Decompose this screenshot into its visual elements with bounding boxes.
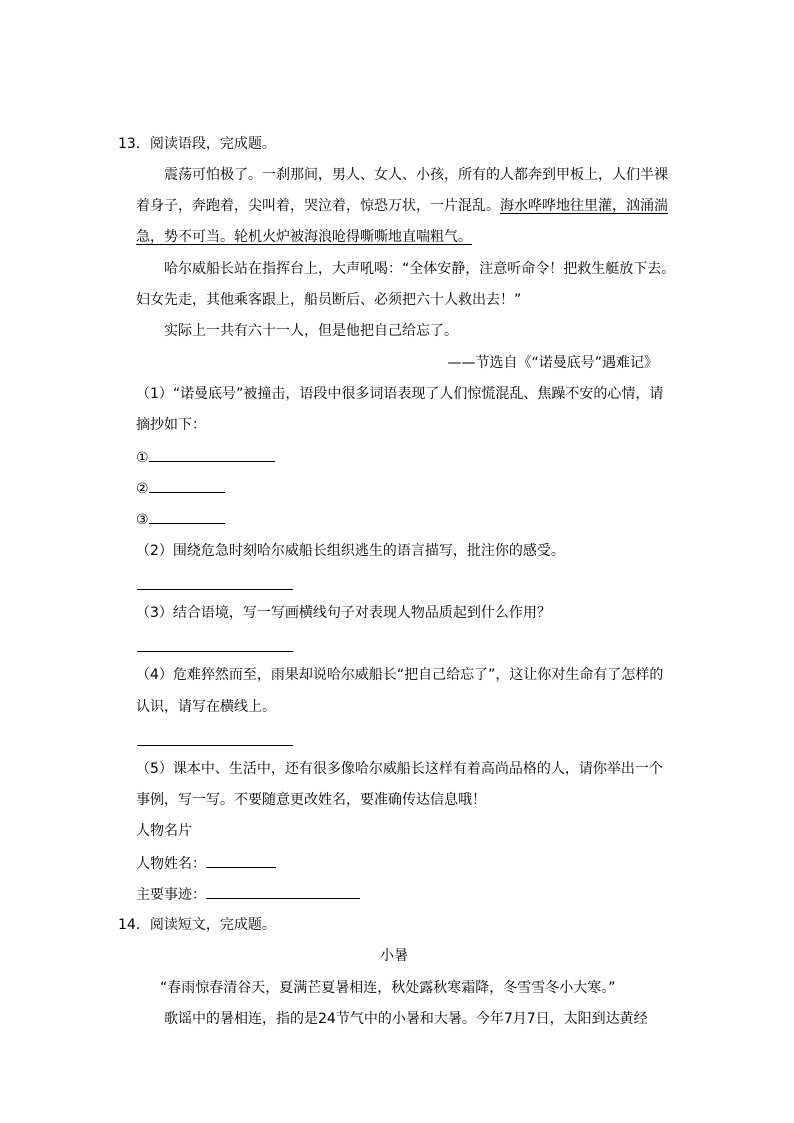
- name-answer-line[interactable]: [206, 853, 276, 868]
- q13-sub4-line1: （4）危难猝然而至，雨果却说哈尔威船长“把自己给忘了”，这让你对生命有了怎样的: [136, 667, 664, 683]
- q13-card-title: 人物名片: [136, 823, 192, 839]
- name-label: 人物姓名：: [136, 856, 206, 872]
- q13-paragraph1-line2: [136, 196, 668, 216]
- q13-paragraph1-line2-plain: 着身子，奔跑着，尖叫着，哭泣着，惊恐万状，一片混乱。: [136, 198, 500, 214]
- q13-sub3-answer-line[interactable]: [137, 651, 293, 652]
- q13-sub5-line2: 事例，写一写。不要随意更改姓名，要准确传达信息哦！: [136, 792, 486, 808]
- q14-rhyme: “春雨惊春清谷天，夏满芒夏暑相连，秋处露秋寒霜降，冬雪雪冬小大寒。”: [160, 980, 616, 996]
- q13-sub2: （2）围绕危急时刻哈尔威船长组织逃生的语言描写，批注你的感受。: [136, 543, 565, 559]
- blank-1-number: ①: [136, 450, 149, 466]
- q13-underlined-sentence-part2: 急，势不可当。轮机火炉被海浪呛得嘶嘶地直喘粗气。: [136, 229, 472, 245]
- blank-3-number: ③: [136, 512, 149, 528]
- deeds-label: 主要事迹：: [136, 887, 206, 903]
- blank-2-number: ②: [136, 481, 149, 497]
- q13-sub4-answer-line[interactable]: [137, 745, 293, 746]
- q13-paragraph2-line1: 哈尔威船长站在指挥台上，大声吼喝：“全体安静，注意听命令！把救生艇放下去。: [164, 261, 676, 277]
- q13-name-row: [136, 853, 276, 874]
- q13-blank-1: [136, 447, 275, 468]
- q13-blank-2: [136, 478, 225, 499]
- q14-heading: 14．阅读短文，完成题。: [118, 917, 276, 933]
- q13-heading: 13．阅读语段，完成题。: [118, 136, 276, 152]
- q13-sub3: （3）结合语境，写一写画横线句子对表现人物品质起到什么作用？: [136, 605, 551, 621]
- blank-1-line[interactable]: [149, 447, 275, 462]
- q13-underlined-sentence-part1: 海水哗哗地往里灌，汹涌湍: [500, 198, 668, 214]
- q13-sub5-line1: （5）课本中、生活中，还有很多像哈尔威船长这样有着高尚品格的人，请你举出一个: [136, 761, 663, 777]
- q13-sub4-line2: 认识，请写在横线上。: [136, 699, 276, 715]
- q14-article-title: 小暑: [380, 948, 408, 964]
- q14-paragraph: 歌谣中的暑相连，指的是24节气中的小暑和大暑。今年7月7日，太阳到达黄经: [164, 1011, 648, 1027]
- q13-sub1-line2: 摘抄如下：: [136, 417, 206, 433]
- q13-paragraph2-line2: 妇女先走，其他乘客跟上，船员断后、必须把六十人救出去！”: [136, 292, 522, 308]
- q13-sub2-answer-line[interactable]: [137, 589, 293, 590]
- q13-paragraph3: 实际上一共有六十一人，但是他把自己给忘了。: [164, 323, 458, 339]
- q13-paragraph1-line1: 震荡可怕极了。一刹那间，男人、女人、小孩，所有的人都奔到甲板上，人们半裸: [164, 167, 668, 183]
- blank-3-line[interactable]: [149, 509, 225, 524]
- deeds-answer-line[interactable]: [206, 884, 360, 899]
- q13-blank-3: [136, 509, 225, 530]
- q13-sub1-line1: （1）“诺曼底号”被撞击，语段中很多词语表现了人们惊慌混乱、焦躁不安的心情，请: [136, 386, 664, 402]
- blank-2-line[interactable]: [149, 478, 225, 493]
- q13-source-citation: ——节选自《“诺曼底号”遇难记》: [447, 355, 658, 371]
- q13-deeds-row: [136, 884, 360, 905]
